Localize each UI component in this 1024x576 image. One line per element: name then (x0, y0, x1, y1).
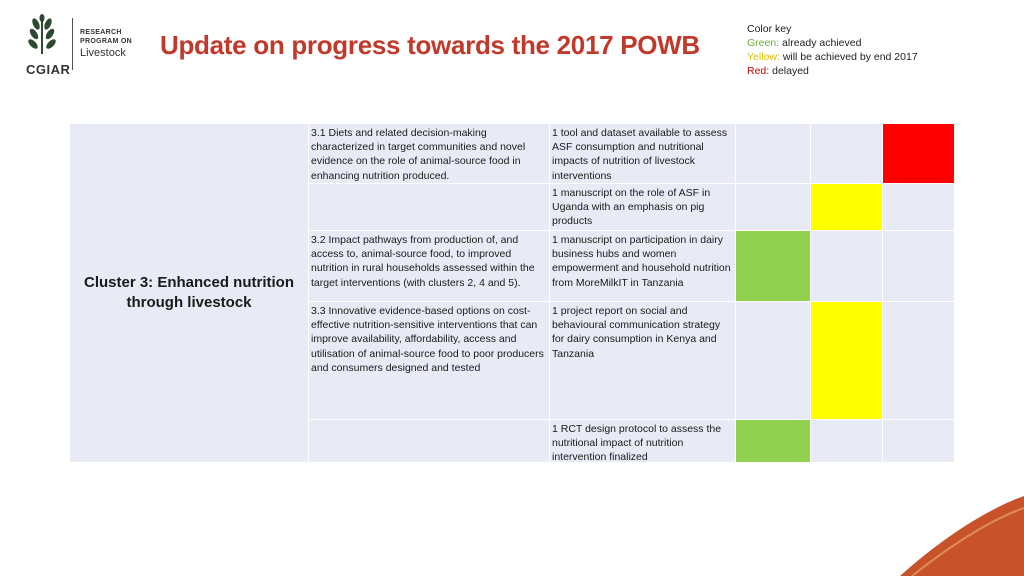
color-key-green: Green: already achieved (747, 37, 862, 49)
deliverable-5: 1 RCT design protocol to assess the nutritional impact of nutrition intervention finalized (550, 420, 735, 462)
status-green-cell (736, 231, 810, 301)
outcome-empty-cell (309, 184, 549, 230)
status-green-cell (736, 420, 810, 462)
outcome-3-3: 3.3 Innovative evidence-based options on cost-effective nutrition-sensitive interventions that can improve availability, affordability, access and utilisation of animal-source food to poor producers and consumers designed and tested (309, 302, 549, 419)
status-cell (883, 420, 954, 462)
color-key-heading: Color key (747, 23, 792, 35)
status-cell (811, 124, 882, 183)
status-yellow-cell (811, 302, 882, 419)
color-key (747, 22, 918, 78)
color-key-yellow: Yellow: will be achieved by end 2017 (747, 51, 918, 63)
cgiar-livestock-logo (20, 14, 150, 77)
outcome-3-2: 3.2 Impact pathways from production of, and access to, animal-source food, to improved nutrition in rural households assessed within the target interventions (with clusters 2, 4 and 5). (309, 231, 549, 301)
deliverable-4: 1 project report on social and behavioural communication strategy for dairy consumption in Kenya and Tanzania (550, 302, 735, 419)
status-cell (883, 231, 954, 301)
deliverable-3: 1 manuscript on participation in dairy business hubs and women empowerment and household nutrition from MoreMilkIT in Tanzania (550, 231, 735, 301)
cgiar-wordmark: CGIAR (26, 62, 71, 77)
status-cell (811, 231, 882, 301)
cluster-cell: Cluster 3: Enhanced nutrition through livestock (70, 124, 308, 462)
status-cell (883, 184, 954, 230)
status-yellow-cell (811, 184, 882, 230)
color-key-red: Red: delayed (747, 65, 809, 77)
status-cell (811, 420, 882, 462)
wheat-logo-icon (22, 14, 62, 56)
outcome-3-1: 3.1 Diets and related decision-making characterized in target communities and novel evidence on the role of animal-source food in enhancing nutrition produced. (309, 124, 549, 183)
livestock-label: Livestock (80, 47, 126, 59)
status-cell (736, 184, 810, 230)
deliverable-1: 1 tool and dataset available to assess ASF consumption and nutritional impacts of nutrition of livestock interventions (550, 124, 735, 183)
status-red-cell (883, 124, 954, 183)
status-cell (883, 302, 954, 419)
progress-table (70, 124, 954, 462)
outcome-empty-cell (309, 420, 549, 462)
page-title: Update on progress towards the 2017 POWB (160, 30, 700, 60)
logo-divider (72, 18, 73, 70)
deliverable-2: 1 manuscript on the role of ASF in Uganda with an emphasis on pig products (550, 184, 735, 230)
status-cell (736, 302, 810, 419)
status-cell (736, 124, 810, 183)
program-label: RESEARCH PROGRAM ON (80, 29, 132, 45)
